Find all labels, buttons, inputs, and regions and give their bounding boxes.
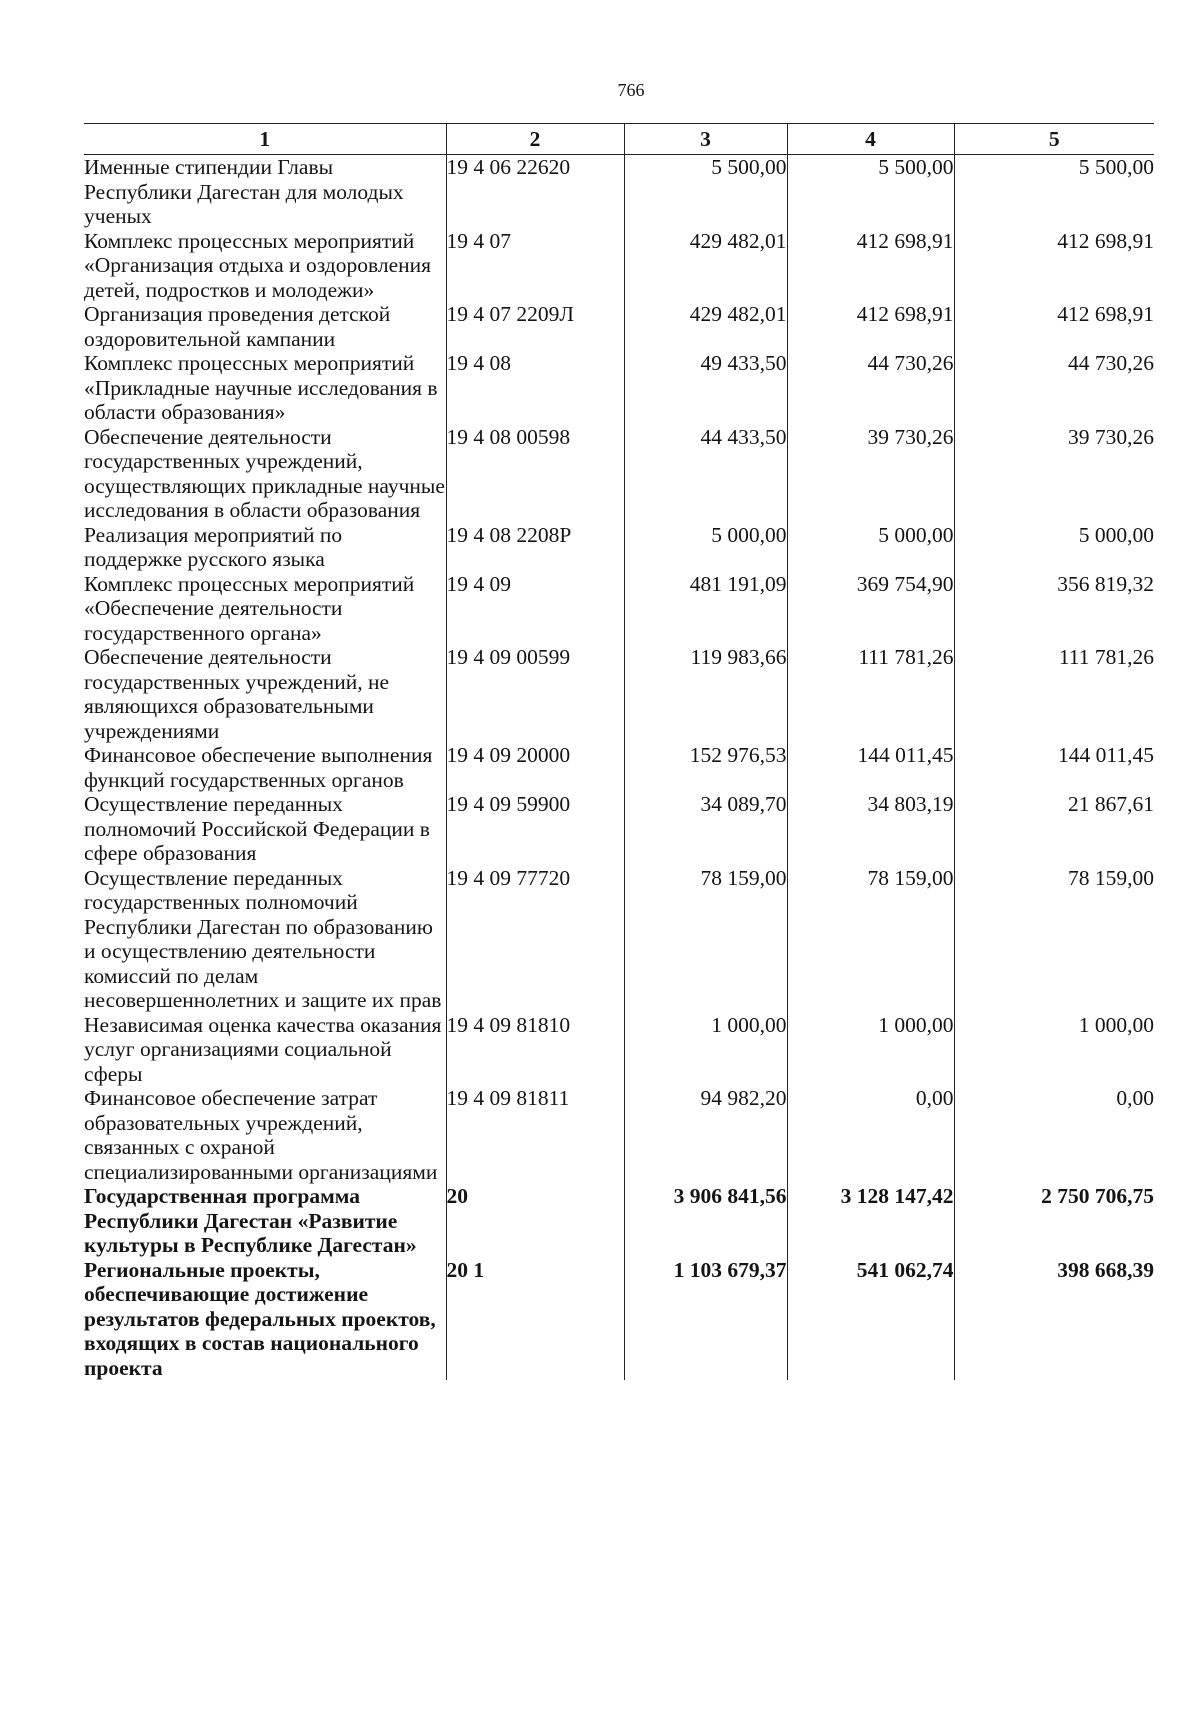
row-value-col4-cell: 44 730,26 <box>787 351 954 425</box>
column-header-5: 5 <box>954 124 1154 155</box>
budget-table <box>84 123 1154 1380</box>
column-header-4: 4 <box>787 124 954 155</box>
row-name-cell: Обеспечение деятельности государственных учреждений, осуществляющих прикладные научные исследования в области образования <box>84 424 445 522</box>
row-value-col4-cell: 412 698,91 <box>787 302 954 351</box>
row-name-cell: Осуществление переданных государственных полномочий Республики Дагестан по образованию и осуществлению деятельности комиссий по делам несовершеннолетних и защите их прав <box>84 865 442 1012</box>
row-code-cell: 20 1 <box>446 1258 624 1381</box>
row-code-cell: 19 4 09 81810 <box>446 1013 624 1087</box>
row-value-col3-cell: 94 982,20 <box>624 1086 787 1184</box>
row-value-col4-cell: 39 730,26 <box>787 425 954 523</box>
row-value-col3-cell: 1 000,00 <box>624 1013 787 1087</box>
table-row <box>84 523 1154 572</box>
column-header-1: 1 <box>84 124 446 155</box>
row-name-cell: Организация проведения детской оздоровительной кампании <box>84 302 391 351</box>
row-value-col5-cell: 44 730,26 <box>954 351 1154 425</box>
column-header-3: 3 <box>624 124 787 155</box>
row-code-cell: 19 4 09 59900 <box>446 792 624 866</box>
table-row <box>84 1013 1154 1087</box>
row-value-col4-cell: 111 781,26 <box>787 645 954 743</box>
table-row <box>84 572 1154 646</box>
row-code-cell: 19 4 09 20000 <box>446 743 624 792</box>
row-name-cell: Комплекс процессных мероприятий «Прикладные научные исследования в области образования» <box>84 351 438 424</box>
row-value-col3-cell: 78 159,00 <box>624 866 787 1013</box>
column-header-2: 2 <box>446 124 624 155</box>
table-row <box>84 792 1154 866</box>
table-row <box>84 425 1154 523</box>
row-code-cell: 19 4 09 00599 <box>446 645 624 743</box>
row-value-col5-cell: 412 698,91 <box>954 302 1154 351</box>
row-value-col3-cell: 34 089,70 <box>624 792 787 866</box>
row-name-cell: Комплекс процессных мероприятий «Обеспечение деятельности государственного органа» <box>84 571 415 645</box>
row-value-col5-cell: 2 750 706,75 <box>954 1184 1154 1258</box>
row-value-col5-cell: 39 730,26 <box>954 425 1154 523</box>
table-row <box>84 1086 1154 1184</box>
table-row <box>84 1184 1154 1258</box>
row-value-col4-cell: 144 011,45 <box>787 743 954 792</box>
table-header <box>84 124 1154 155</box>
row-value-col4-cell: 541 062,74 <box>787 1258 954 1381</box>
row-name-cell: Финансовое обеспечение выполнения функций государственных органов <box>84 743 433 792</box>
row-value-col4-cell: 1 000,00 <box>787 1013 954 1087</box>
row-value-col3-cell: 5 000,00 <box>624 523 787 572</box>
row-value-col4-cell: 412 698,91 <box>787 229 954 303</box>
table-row <box>84 743 1154 792</box>
row-name-cell: Независимая оценка качества оказания услуг организациями социальной сферы <box>84 1012 442 1086</box>
row-value-col3-cell: 429 482,01 <box>624 229 787 303</box>
table-row <box>84 229 1154 303</box>
row-name-cell: Обеспечение деятельности государственных учреждений, не являющихся образовательными учреждениями <box>84 645 390 743</box>
row-value-col4-cell: 78 159,00 <box>787 866 954 1013</box>
page-number: 766 <box>617 80 645 100</box>
row-value-col5-cell: 144 011,45 <box>954 743 1154 792</box>
row-value-col3-cell: 49 433,50 <box>624 351 787 425</box>
row-value-col4-cell: 3 128 147,42 <box>787 1184 954 1258</box>
row-value-col4-cell: 34 803,19 <box>787 792 954 866</box>
row-code-cell: 19 4 07 <box>446 229 624 303</box>
row-value-col4-cell: 0,00 <box>787 1086 954 1184</box>
row-value-col4-cell: 5 500,00 <box>787 155 954 229</box>
row-value-col5-cell: 412 698,91 <box>954 229 1154 303</box>
row-value-col3-cell: 119 983,66 <box>624 645 787 743</box>
row-value-col5-cell: 111 781,26 <box>954 645 1154 743</box>
row-code-cell: 19 4 09 81811 <box>446 1086 624 1184</box>
row-name-cell: Региональные проекты, обеспечивающие достижение результатов федеральных проектов, входящих в состав национального проекта <box>84 1257 436 1380</box>
row-value-col3-cell: 481 191,09 <box>624 572 787 646</box>
row-value-col5-cell: 5 500,00 <box>954 155 1154 229</box>
row-name-cell: Реализация мероприятий по поддержке русского языка <box>84 522 343 571</box>
row-code-cell: 20 <box>446 1184 624 1258</box>
row-name-cell: Комплекс процессных мероприятий «Организация отдыха и оздоровления детей, подростков и молодежи» <box>84 228 432 302</box>
row-value-col5-cell: 21 867,61 <box>954 792 1154 866</box>
row-name-cell: Государственная программа Республики Дагестан «Развитие культуры в Республике Дагестан» <box>84 1184 417 1257</box>
table-row <box>84 645 1154 743</box>
table-body <box>84 155 1154 1381</box>
row-value-col5-cell: 356 819,32 <box>954 572 1154 646</box>
row-value-col3-cell: 3 906 841,56 <box>624 1184 787 1258</box>
row-name-cell: Финансовое обеспечение затрат образовательных учреждений, связанных с охраной специализированными организациями <box>84 1086 438 1184</box>
row-value-col4-cell: 369 754,90 <box>787 572 954 646</box>
row-value-col3-cell: 44 433,50 <box>624 425 787 523</box>
table-row <box>84 1258 1154 1381</box>
row-code-cell: 19 4 08 <box>446 351 624 425</box>
row-value-col3-cell: 152 976,53 <box>624 743 787 792</box>
row-value-col3-cell: 5 500,00 <box>624 155 787 229</box>
row-code-cell: 19 4 09 77720 <box>446 866 624 1013</box>
row-value-col5-cell: 78 159,00 <box>954 866 1154 1013</box>
row-name-cell: Именные стипендии Главы Республики Дагестан для молодых ученых <box>84 155 404 228</box>
row-value-col3-cell: 1 103 679,37 <box>624 1258 787 1381</box>
row-value-col5-cell: 398 668,39 <box>954 1258 1154 1381</box>
row-value-col5-cell: 1 000,00 <box>954 1013 1154 1087</box>
table-row <box>84 155 1154 229</box>
row-code-cell: 19 4 08 2208Р <box>446 523 624 572</box>
row-name-cell: Осуществление переданных полномочий Российской Федерации в сфере образования <box>84 792 430 865</box>
table-row <box>84 351 1154 425</box>
table-row <box>84 302 1154 351</box>
row-value-col5-cell: 5 000,00 <box>954 523 1154 572</box>
row-value-col4-cell: 5 000,00 <box>787 523 954 572</box>
row-code-cell: 19 4 09 <box>446 572 624 646</box>
row-code-cell: 19 4 07 2209Л <box>446 302 624 351</box>
row-code-cell: 19 4 08 00598 <box>446 425 624 523</box>
row-value-col5-cell: 0,00 <box>954 1086 1154 1184</box>
row-code-cell: 19 4 06 22620 <box>446 155 624 229</box>
row-value-col3-cell: 429 482,01 <box>624 302 787 351</box>
table-row <box>84 866 1154 1013</box>
